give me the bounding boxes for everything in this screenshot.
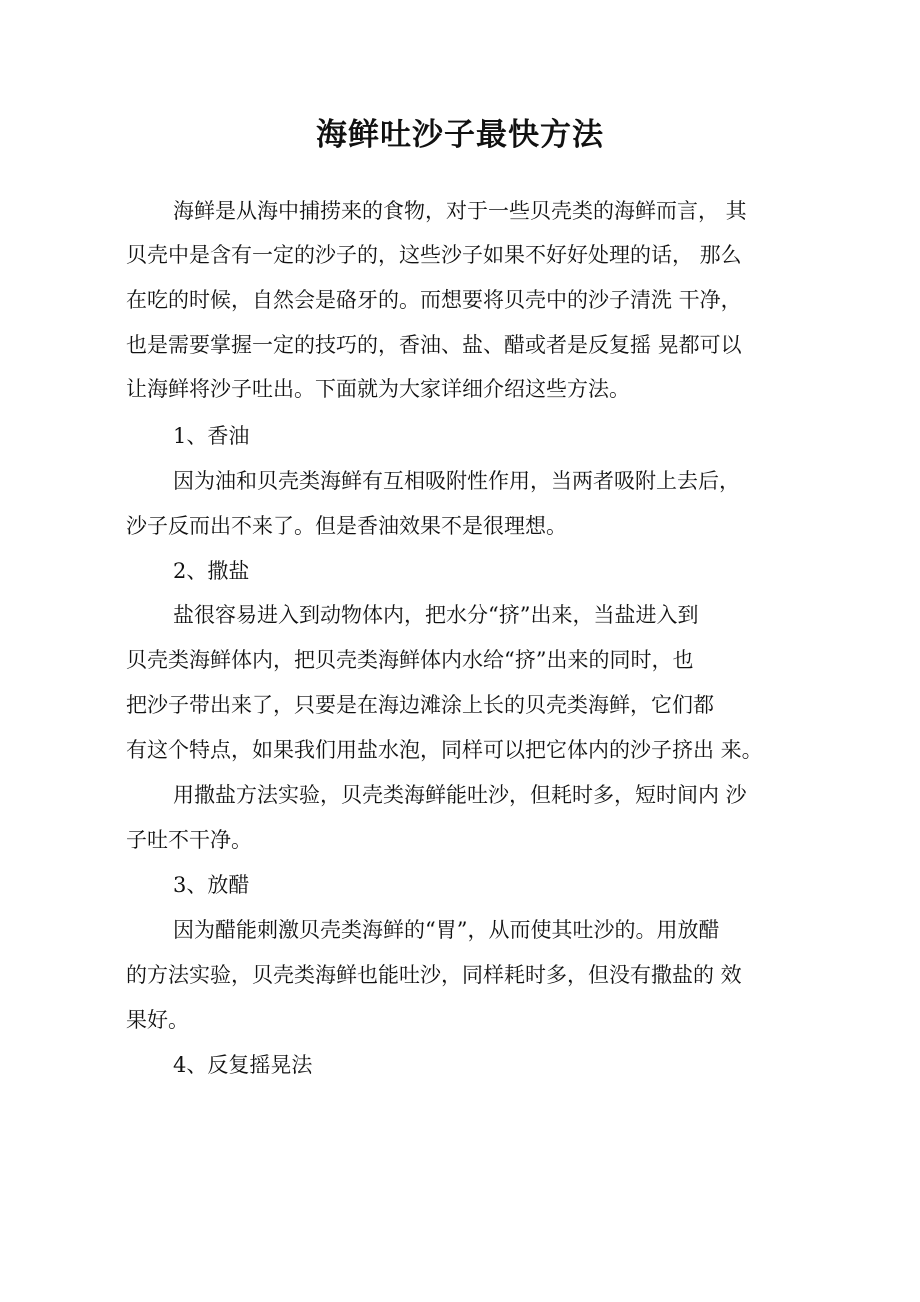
paragraph-line: 果好。 [126,1008,189,1032]
paragraph-line: 子吐不干净。 [126,828,252,852]
paragraph-line: 盐很容易进入到动物体内，把水分“挤”出来，当盐进入到 [173,603,699,627]
paragraph-line: 因为醋能刺激贝壳类海鲜的“胃”，从而使其吐沙的。用放醋 [173,918,720,942]
paragraph-line: 的方法实验，贝壳类海鲜也能吐沙，同样耗时多，但没有撒盐的 效 [126,963,742,987]
paragraph-line: 海鲜是从海中捕捞来的食物，对于一些贝壳类的海鲜而言， 其 [173,199,747,223]
section-heading: 1、香油 [173,424,250,448]
paragraph-line: 在吃的时候，自然会是硌牙的。而想要将贝壳中的沙子清洗 干净， [126,288,742,312]
section-heading: 2、撒盐 [173,559,250,583]
paragraph-line: 沙子反而出不来了。但是香油效果不是很理想。 [126,514,567,538]
paragraph-line: 因为油和贝壳类海鲜有互相吸附性作用，当两者吸附上去后， [173,469,740,493]
page-title: 海鲜吐沙子最快方法 [316,117,604,153]
paragraph-line: 用撒盐方法实验，贝壳类海鲜能吐沙，但耗时多，短时间内 沙 [173,783,747,807]
paragraph-line: 贝壳类海鲜体内，把贝壳类海鲜体内水给“挤”出来的同时，也 [126,648,694,672]
paragraph-line: 让海鲜将沙子吐出。下面就为大家详细介绍这些方法。 [126,377,630,401]
paragraph-line: 也是需要掌握一定的技巧的，香油、盐、醋或者是反复摇 晃都可以 [126,333,742,357]
paragraph-line: 把沙子带出来了，只要是在海边滩涂上长的贝壳类海鲜，它们都 [126,693,714,717]
paragraph-line: 有这个特点，如果我们用盐水泡，同样可以把它体内的沙子挤出 来。 [126,738,763,762]
section-heading: 3、放醋 [173,873,250,897]
paragraph-line: 贝壳中是含有一定的沙子的，这些沙子如果不好好处理的话， 那么 [126,243,742,267]
section-heading: 4、反复摇晃法 [173,1053,313,1077]
